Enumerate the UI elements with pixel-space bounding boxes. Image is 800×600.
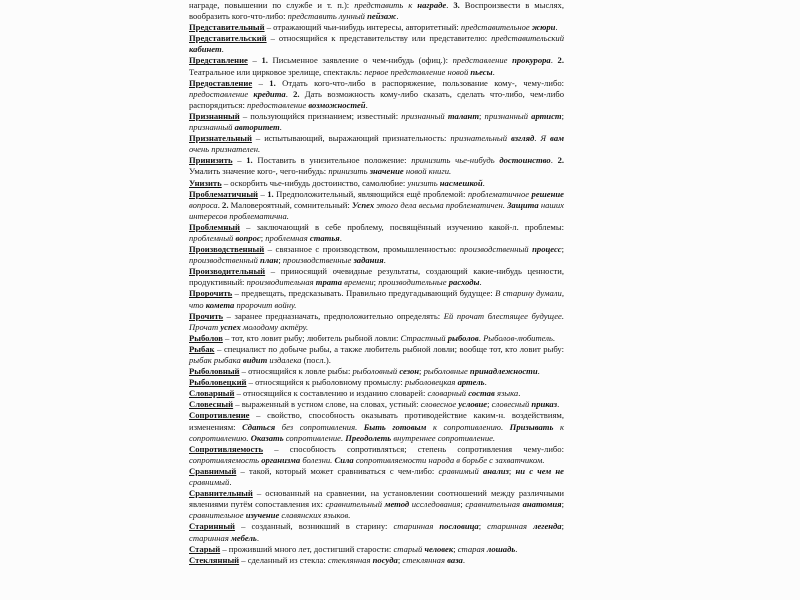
example-text: старинная — [487, 521, 534, 532]
example-text: сопротивляемости народа в борьбе с захватчиком. — [353, 454, 545, 465]
example-text: В старину думали, что — [189, 288, 564, 310]
definition-text: . — [550, 155, 558, 166]
definition-text: – заключающий в себе проблему, посвящённый изучению какой-л. проблемы: — [239, 221, 564, 232]
definition-text: ; — [460, 499, 466, 510]
definition-text: – пользующийся признанием; известный: — [239, 110, 402, 121]
dictionary-entry — [189, 555, 564, 566]
example-text: предоставление — [189, 88, 254, 99]
example-keyword: решение — [531, 188, 564, 199]
dictionary-entry — [189, 444, 564, 466]
example-keyword: трата — [315, 277, 343, 288]
dictionary-entry — [189, 399, 564, 410]
example-keyword: мебель — [230, 532, 257, 543]
entry-headword: Словесный — [189, 399, 234, 410]
example-keyword: изучение — [245, 510, 280, 521]
example-text: этого дела весьма проблематичен. — [374, 199, 508, 210]
dictionary-entry — [189, 410, 564, 443]
entry-headword: Сравнимый — [189, 465, 237, 476]
definition-text: – заранее предназначать, предположительно определять: — [223, 310, 444, 321]
definition-text: ; — [260, 232, 266, 243]
example-text: признанный — [189, 122, 235, 133]
example-text: очень признателен. — [189, 144, 261, 155]
dictionary-entry — [189, 178, 564, 189]
definition-text: . — [383, 255, 386, 266]
definition-text: – выраженный в устном слове, на словах, устный: — [233, 399, 421, 410]
dictionary-entry — [189, 388, 564, 399]
example-keyword: талант — [447, 110, 480, 121]
dictionary-entry — [189, 189, 564, 222]
definition-text: – основанный на сравнении, на установлении соотношений между различными явлениями путём сопоставления их: — [189, 488, 564, 510]
example-text: сравнимый — [438, 465, 483, 476]
entry-headword: Представление — [189, 55, 248, 66]
dictionary-entry — [189, 111, 564, 133]
definition-text: – специалист по добыче рыбы, а также любитель рыбной ловли; вообще тот, кто ловит рыбу: — [214, 343, 564, 354]
example-text: представить лунный — [287, 11, 368, 22]
entry-headword: Старинный — [189, 521, 236, 532]
example-keyword: пьесы — [470, 66, 493, 77]
example-text: вопроса — [189, 199, 218, 210]
definition-text: . — [479, 277, 482, 288]
example-text: сравнительное — [189, 510, 246, 521]
example-text: наших интересов проблематична. — [189, 199, 564, 221]
dictionary-entry — [189, 466, 564, 488]
example-text: сопротивление. — [283, 432, 346, 443]
definition-text: . — [515, 543, 518, 554]
example-text: сравнительный — [325, 499, 385, 510]
dictionary-entry — [189, 55, 564, 77]
example-keyword: организма — [261, 454, 301, 465]
definition-text: . — [285, 88, 294, 99]
definition-text: ; — [479, 110, 485, 121]
example-text: пророчит войну. — [234, 299, 297, 310]
example-keyword: человек — [424, 543, 454, 554]
example-keyword: сезон — [399, 366, 420, 377]
example-text: новой книги. — [403, 166, 452, 177]
example-keyword: анализ — [482, 465, 509, 476]
dictionary-entry — [189, 244, 564, 266]
definition-text: . — [221, 44, 224, 55]
example-keyword: расходы — [448, 277, 480, 288]
definition-text: ; — [397, 554, 403, 565]
example-text: старая — [457, 543, 487, 554]
example-text: производственный — [459, 244, 533, 255]
entry-headword: Принизить — [189, 155, 233, 166]
example-keyword: кабинет — [189, 44, 222, 55]
definition-text: . — [229, 477, 232, 488]
definition-text: ; — [561, 110, 564, 121]
definition-text: – — [252, 77, 270, 88]
definition-text: ; — [561, 499, 564, 510]
example-keyword: Успех — [351, 199, 375, 210]
dictionary-entry — [189, 33, 564, 55]
definition-text: . — [339, 232, 342, 243]
example-text: старый — [393, 543, 425, 554]
dictionary-entry — [189, 521, 564, 543]
entry-headword: Рыболовецкий — [189, 377, 247, 388]
example-keyword: Быть готовым — [363, 421, 427, 432]
example-keyword: рыболов — [447, 332, 479, 343]
example-text: словарный — [427, 388, 469, 399]
example-keyword: посуда — [372, 554, 398, 565]
definition-text: . — [484, 377, 487, 388]
entry-headword: Сопротивление — [189, 410, 250, 421]
definition-text: ; — [561, 521, 564, 532]
definition-text: . — [462, 554, 466, 565]
example-keyword: успех — [220, 321, 241, 332]
definition-text: 2. — [557, 55, 564, 66]
example-text: рыбак рыбака — [189, 355, 243, 365]
entry-headword: Стеклянный — [189, 554, 240, 565]
example-keyword: план — [260, 255, 279, 266]
definition-text: 2. — [293, 88, 300, 99]
example-text: унизить — [407, 177, 440, 188]
definition-text: Письменное заявление о чем-нибудь (офиц.): — [267, 55, 453, 66]
entry-headword: Прочить — [189, 310, 224, 321]
definition-text: – относящийся к составлению и изданию словарей: — [234, 388, 428, 399]
example-text: исследования — [409, 499, 461, 510]
definition-text: – — [247, 55, 262, 66]
definition-text: . — [396, 11, 399, 22]
definition-text: 2. — [557, 155, 565, 166]
definition-text: – способность сопротивляться; степень сопротивления чему-либо: — [263, 443, 564, 454]
example-keyword: легенда — [533, 521, 562, 532]
definition-text: ; — [508, 465, 516, 476]
dictionary-entry — [189, 366, 564, 377]
dictionary-entry — [189, 288, 564, 310]
example-keyword: артель — [457, 377, 485, 388]
definition-text: – предвещать, предсказывать. Правильно предугадывающий будущее: — [232, 288, 496, 299]
example-text: производительные — [378, 277, 449, 288]
definition-text: 3. — [453, 0, 460, 10]
example-keyword: взгляд — [511, 133, 535, 144]
example-text: представительский — [491, 33, 564, 44]
example-text: к сопротивлению. — [426, 421, 510, 432]
example-keyword: Преодолеть — [345, 432, 392, 443]
definition-text: ; — [278, 255, 283, 266]
example-keyword: награде — [417, 0, 447, 10]
example-text: принизить — [328, 166, 370, 177]
example-text: Страстный — [400, 332, 448, 343]
definition-text: . — [365, 99, 368, 110]
definition-text: – относящийся к рыболовному промыслу: — [246, 377, 405, 388]
example-text: старинная — [393, 521, 440, 532]
entry-headword: Производственный — [189, 244, 265, 255]
definition-text: Отдать кого-что-либо в распоряжение, пользование кому-, чему-либо: — [275, 77, 565, 88]
definition-text: . — [557, 399, 560, 410]
example-keyword: состав — [468, 388, 495, 399]
example-text: представительное — [460, 22, 532, 33]
definition-text: Дать возможность кому-либо сказать, сделать что-либо, чем-либо распорядиться: — [189, 88, 564, 110]
entry-headword: Словарный — [189, 388, 235, 399]
definition-text: – связанное с производством, промышленностью: — [264, 244, 460, 255]
example-keyword: Оказать — [250, 432, 284, 443]
example-keyword: Призывать — [509, 421, 554, 432]
entry-headword: Рыболовный — [189, 366, 240, 377]
definition-text: – такой, который может сравниваться с чем-либо: — [236, 465, 439, 476]
dictionary-entry — [189, 311, 564, 333]
definition-text: – свойство, способность оказывать противодействие каким-н. воздействиям, изменениям: — [189, 410, 564, 432]
definition-text: Умалить значение кого-, чего-нибудь: — [189, 166, 329, 177]
definition-text: 1. — [261, 55, 268, 66]
entry-headword: Представительный — [189, 22, 265, 33]
definition-text: . — [550, 55, 558, 66]
definition-text: . — [555, 22, 558, 33]
entry-headword: Представительский — [189, 33, 267, 44]
entry-headword: Сопротивляемость — [189, 443, 264, 454]
definition-text: 2. — [222, 199, 229, 210]
definition-text: – приносящий очевидные результаты, создающий какие-нибудь ценности, продуктивный: — [189, 266, 564, 288]
example-keyword: анатомия — [522, 499, 562, 510]
example-keyword: ни с чем не — [515, 465, 564, 476]
entry-headword: Проблематичный — [189, 188, 258, 199]
definition-text: – относящийся к представительству или представителю: — [266, 33, 492, 44]
example-text: Ей прочат блестящее будущее. Прочат — [189, 310, 564, 332]
definition-text: ; — [561, 244, 565, 255]
example-keyword: лошадь — [486, 543, 516, 554]
example-text: стеклянная — [327, 554, 373, 565]
dictionary-entry — [189, 133, 564, 155]
definition-text: – сделанный из стекла: — [239, 554, 328, 565]
dictionary-entry — [189, 22, 564, 33]
example-text: производственные — [282, 255, 354, 266]
definition-text: – — [257, 188, 268, 199]
example-text: Рыболов-любитель. — [483, 332, 556, 343]
example-text: словесный — [491, 399, 532, 410]
example-text: времени — [342, 277, 374, 288]
example-text: принизить чье-нибудь — [411, 155, 500, 166]
example-text: признанный — [484, 110, 532, 121]
entry-headword: Рыболов — [189, 332, 223, 343]
dictionary-entry — [189, 222, 564, 244]
example-text: представить к — [354, 0, 418, 10]
definition-text: 1. — [269, 77, 276, 88]
dictionary-entry — [189, 488, 564, 521]
example-text: сравнительная — [465, 499, 523, 510]
example-text: к сопротивлению. — [189, 421, 565, 443]
definition-text: Маловероятный, сомнительный: — [228, 199, 352, 210]
entry-headword: Сравнительный — [189, 488, 253, 499]
example-keyword: достоинство — [499, 155, 551, 166]
definition-text: – относящийся к ловле рыбы: — [239, 366, 353, 377]
example-keyword: авторитет — [234, 122, 280, 133]
definition-text: . — [492, 66, 495, 77]
example-text: первое представление новой — [364, 66, 471, 77]
dictionary-entry — [189, 78, 564, 111]
example-keyword: Защита — [507, 199, 539, 210]
example-keyword: принадлежности — [469, 366, 538, 377]
definition-text: награде, повышении по службе и т. п.): — [189, 0, 355, 10]
example-keyword: кредита — [253, 88, 286, 99]
definition-text: . — [217, 199, 223, 210]
definition-text: – оскорбить чье-нибудь достоинство, самолюбие: — [221, 177, 408, 188]
example-text: признанный — [401, 110, 448, 121]
entry-headword: Признательный — [189, 133, 252, 144]
example-text: сравнимый — [189, 477, 230, 488]
example-text: производственный — [189, 255, 261, 266]
definition-text: – отражающий чьи-нибудь интересы, авторитетный: — [264, 22, 461, 33]
example-text: без сопротивления. — [275, 421, 364, 432]
entry-headword: Унизить — [189, 177, 222, 188]
example-keyword: артист — [531, 110, 562, 121]
example-text: рыболовный — [352, 366, 400, 377]
dictionary-entry — [189, 266, 564, 288]
example-keyword: метод — [384, 499, 410, 510]
example-text: старинная — [189, 532, 231, 543]
example-text: языка — [494, 388, 519, 399]
example-keyword: Сила — [334, 454, 354, 465]
dictionary-text — [189, 0, 564, 566]
example-text: болезни. — [300, 454, 335, 465]
example-keyword: прокурора — [512, 55, 551, 66]
entry-headword: Рыбак — [189, 343, 215, 354]
definition-text: . — [256, 532, 259, 543]
example-keyword: статья — [309, 232, 340, 243]
definition-text: Поставить в унизительное положение: — [252, 155, 412, 166]
example-keyword: значение — [369, 166, 404, 177]
definition-text: – проживший много лет, достигший старости: — [220, 543, 394, 554]
example-text: словесное — [420, 399, 459, 410]
example-text: проблемный — [189, 232, 236, 243]
example-keyword: процесс — [532, 244, 562, 255]
example-text: рыболовные — [423, 366, 470, 377]
example-keyword: пословица — [439, 521, 479, 532]
dictionary-entry — [189, 333, 564, 344]
example-keyword: условие — [458, 399, 488, 410]
example-keyword: возможностей — [308, 99, 366, 110]
example-text: признательный — [450, 133, 512, 144]
example-keyword: пейзаж — [367, 11, 397, 22]
example-text: проблемная — [265, 232, 310, 243]
entry-headword: Производительный — [189, 266, 266, 277]
entry-headword: Старый — [189, 543, 221, 554]
definition-text: . — [537, 366, 540, 377]
definition-text: – испытывающий, выражающий признательность: — [251, 133, 451, 144]
example-text: издалека — [267, 355, 302, 365]
definition-text: – созданный, возникший в старину: — [235, 521, 394, 532]
definition-text: 1. — [246, 155, 253, 166]
entry-headword: Предоставление — [189, 77, 253, 88]
example-keyword: видит — [242, 355, 268, 365]
intro-paragraph — [189, 0, 564, 22]
example-text: рыболовецкая — [404, 377, 458, 388]
example-text: сопротивляемость — [189, 454, 262, 465]
dictionary-entry — [189, 155, 564, 177]
example-keyword: приказ — [531, 399, 558, 410]
entry-headword: Признанный — [189, 110, 240, 121]
definition-text: Воспроизвести в мыслях, вообразить кого-что-либо: — [189, 0, 564, 22]
example-keyword: насмешкой — [439, 177, 483, 188]
definition-text: – — [232, 155, 247, 166]
example-text: Я — [540, 133, 551, 144]
definition-text: Театральное или цирковое зрелище, спектакль: — [189, 66, 365, 77]
definition-text: ; — [487, 399, 492, 410]
definition-text: ; — [373, 277, 379, 288]
definition-text: . — [446, 0, 454, 10]
definition-text: Предположительный, являющийся ещё проблемой: — [273, 188, 468, 199]
definition-text: . — [534, 133, 541, 144]
example-text: производительная — [246, 277, 316, 288]
example-keyword: ваза — [447, 554, 463, 565]
entry-headword: Пророчить — [189, 288, 233, 299]
example-text: представление — [452, 55, 513, 66]
example-keyword: комета — [205, 299, 235, 310]
definition-text: ; — [419, 366, 424, 377]
example-keyword: задания — [353, 255, 384, 266]
definition-text: . — [279, 122, 282, 133]
definition-text: – тот, кто ловит рыбу; любитель рыбной ловли: — [222, 332, 401, 343]
example-text: молодому актёру. — [240, 321, 309, 332]
definition-text: ; — [453, 543, 458, 554]
definition-text: . — [518, 388, 521, 399]
example-keyword: Сдаться — [242, 421, 276, 432]
example-text: внутреннее сопротивление. — [391, 432, 496, 443]
example-text: предоставление — [247, 99, 309, 110]
definition-text: ; — [478, 521, 488, 532]
dictionary-entry — [189, 344, 564, 366]
example-keyword: жюри — [531, 22, 556, 33]
definition-text: 1. — [267, 188, 274, 199]
example-keyword: вам — [550, 133, 565, 144]
dictionary-entry — [189, 377, 564, 388]
definition-text: (посл.). — [301, 355, 331, 365]
example-text: стеклянная — [402, 554, 448, 565]
example-text: славянских языков. — [279, 510, 351, 521]
definition-text: . — [482, 177, 485, 188]
definition-text: . — [478, 332, 484, 343]
example-keyword: вопрос — [235, 232, 261, 243]
example-text: проблематичное — [467, 188, 532, 199]
dictionary-entry — [189, 544, 564, 555]
entry-headword: Проблемный — [189, 221, 240, 232]
